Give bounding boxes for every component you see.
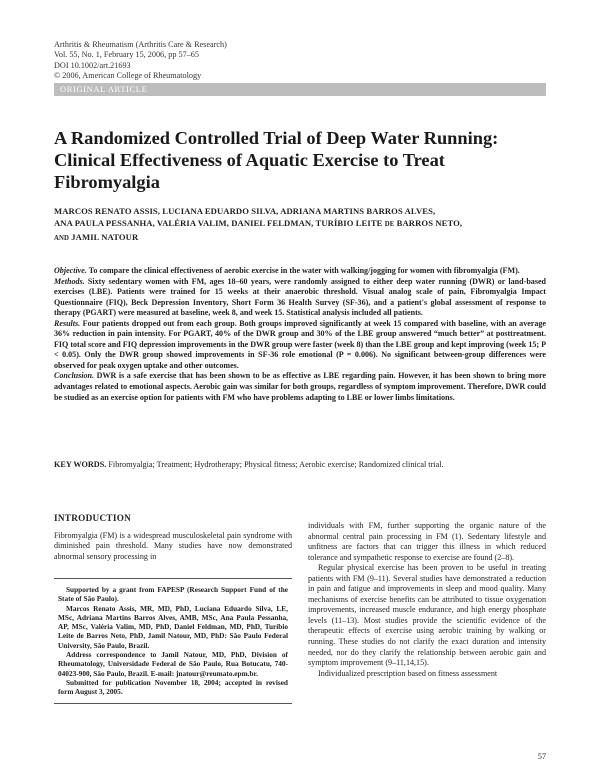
abstract — [54, 266, 546, 403]
footnote-support: Supported by a grant from FAPESP (Research Support Fund of the State of São Paulo). — [58, 585, 288, 604]
section-label: ORIGINAL ARTICLE — [60, 84, 148, 94]
journal-copyright: © 2006, American College of Rheumatology — [54, 71, 202, 81]
introduction-right-paragraph-2: Regular physical exercise has been proven to be useful in treating patients with FM (9–11). Several studies have demonstrated a reduction in pain and fatigue and improvements in sleep and mood quality. Many mechanisms of exercise benefits can be attributed to tissue oxygenation improvements, increased muscle endurance, and high energy phosphate levels (11–13). Most studies provide the scientific evidence of the therapeutic effects of exercise using aerobic training by walking or running. These studies do not clarify the exact duration and intensity needed, nor do they clarify the relationship between aerobic gain and symptom improvement (9–11,14,15). — [308, 563, 546, 668]
results-label: Results. — [54, 318, 81, 328]
left-column — [54, 513, 292, 562]
section-label-bar — [54, 83, 546, 96]
authors-line-3 — [54, 231, 546, 245]
conclusion-text: DWR is a safe exercise that has been shown to be as effective as LBE regarding pain. However, it has been shown to bring more advantages related to emotional aspects. Aerobic gain was similar for both groups, regardless of symptom improvement. Therefore, DWR could be studied as an exercise option for patients with FM who have problems adapting to LBE or lower limbs limitations. — [54, 371, 547, 402]
objective-label: Objective. — [54, 266, 87, 275]
authors-and: AND — [54, 235, 70, 243]
introduction-right-paragraph-1: individuals with FM, further supporting the organic nature of the abnormal central pain processing in FM (1). Sedentary lifestyle and unfitness are factors that can trigger this illness in which reduced tolerance and sympathetic response to exercise are found (2–8). — [308, 521, 546, 562]
author-list — [54, 205, 546, 246]
introduction-right-paragraph-3: Individualized prescription based on fitness assessment — [318, 668, 498, 678]
footnote-submitted: Submitted for publication November 18, 2004; accepted in revised form August 3, 2005. — [58, 677, 288, 697]
abstract-objective — [54, 266, 546, 277]
authors-line-2-post: BARROS NETO, — [396, 218, 463, 229]
footnote-box — [54, 578, 292, 704]
page-number: 57 — [537, 752, 546, 761]
abstract-methods — [54, 277, 546, 319]
authors-line-2 — [54, 217, 546, 231]
journal-doi: DOI 10.1002/art.21693 — [54, 60, 131, 70]
objective-text: To compare the clinical effectiveness of aerobic exercise in the water with walking/jogging for women with fibromyalgia (FM). — [88, 266, 520, 275]
right-column — [308, 521, 546, 679]
article-title: A Randomized Controlled Trial of Deep Water Running: Clinical Effectiveness of Aquatic Exercise to Treat Fibromyalgia — [54, 128, 499, 192]
footnote-affiliations: Marcos Renato Assis, MR, MD, PhD, Luciana Eduardo Silva, LE, MSc, Adriana Martins Barros Alves, AMB, MSc, Ana Paula Pessanha, AP, MSc, Valéria Valim, MD, PhD, Daniel Feldman, MD, PhD, Turíbio Leite de Barros Neto, PhD, Jamil Natour, MD, PhD: São Paulo Federal University, São Paulo, Brazil. — [58, 603, 288, 650]
keywords — [54, 460, 546, 471]
methods-label: Methods. — [54, 276, 85, 286]
authors-last-name: JAMIL NATOUR — [71, 232, 139, 243]
journal-header — [54, 40, 546, 82]
introduction-heading: INTRODUCTION — [54, 513, 132, 523]
introduction-left-paragraph: Fibromyalgia (FM) is a widespread musculoskeletal pain syndrome with diminished pain threshold. Many studies have now demonstrated abnormal sensory processing in — [54, 530, 292, 561]
keywords-label: KEY WORDS. — [54, 460, 107, 469]
journal-citation: Arthritis & Rheumatism (Arthritis Care & Research) — [54, 40, 227, 49]
authors-line-2-pre: ANA PAULA PESSANHA, VALÉRIA VALIM, DANIEL FELDMAN, TURÍBIO LEITE — [54, 218, 383, 229]
methods-text: Sixty sedentary women with FM, ages 18–60 years, were randomly assigned to either deep water running (DWR) or land-based exercises (LBE). Patients were trained for 15 weeks at their anaerobic threshold. Visual analog scale of pain, Fibromyalgia Impact Questionnaire (FIQ), Beck Depression Inventory, Short Form 36 Health Survey (SF-36), and a patient's global assessment of response to therapy (PGART) were measured at baseline, week 8, and week 15. Statistical analysis included all patients. — [54, 276, 546, 318]
authors-line-1: MARCOS RENATO ASSIS, LUCIANA EDUARDO SILVA, ADRIANA MARTINS BARROS ALVES, — [54, 206, 436, 216]
authors-particle-de: DE — [384, 221, 395, 229]
keywords-text: Fibromyalgia; Treatment; Hydrotherapy; Physical fitness; Aerobic exercise; Randomized clinical trial. — [108, 460, 444, 469]
abstract-results — [54, 319, 546, 372]
abstract-conclusion — [54, 371, 546, 403]
journal-volume: Vol. 55, No. 1, February 15, 2006, pp 57–65 — [54, 50, 199, 60]
conclusion-label: Conclusion. — [54, 371, 95, 381]
footnote-correspondence: Address correspondence to Jamil Natour, MD, PhD, Division of Rheumatology, Universidade Federal de São Paulo, Rua Botucatu, 740-04023-900, São Paulo, Brazil. E-mail: jnatour@reumato.epm.br. — [58, 650, 288, 678]
results-text: Four patients dropped out from each group. Both groups improved significantly at week 15 compared with baseline, with an average 36% reduction in pain intensity. For PGART, 40% of the DWR group and 30% of the LBE group answered “much better” at posttreatment. FIQ total score and FIQ depression improvements in the DWR group were faster (week 8) than the LBE group and kept improving (week 15; P < 0.05). Only the DWR group showed improvements in SF-36 role emotional (P = 0.006). No significant between-group differences were observed for peak oxygen uptake and other outcomes. — [54, 318, 546, 370]
